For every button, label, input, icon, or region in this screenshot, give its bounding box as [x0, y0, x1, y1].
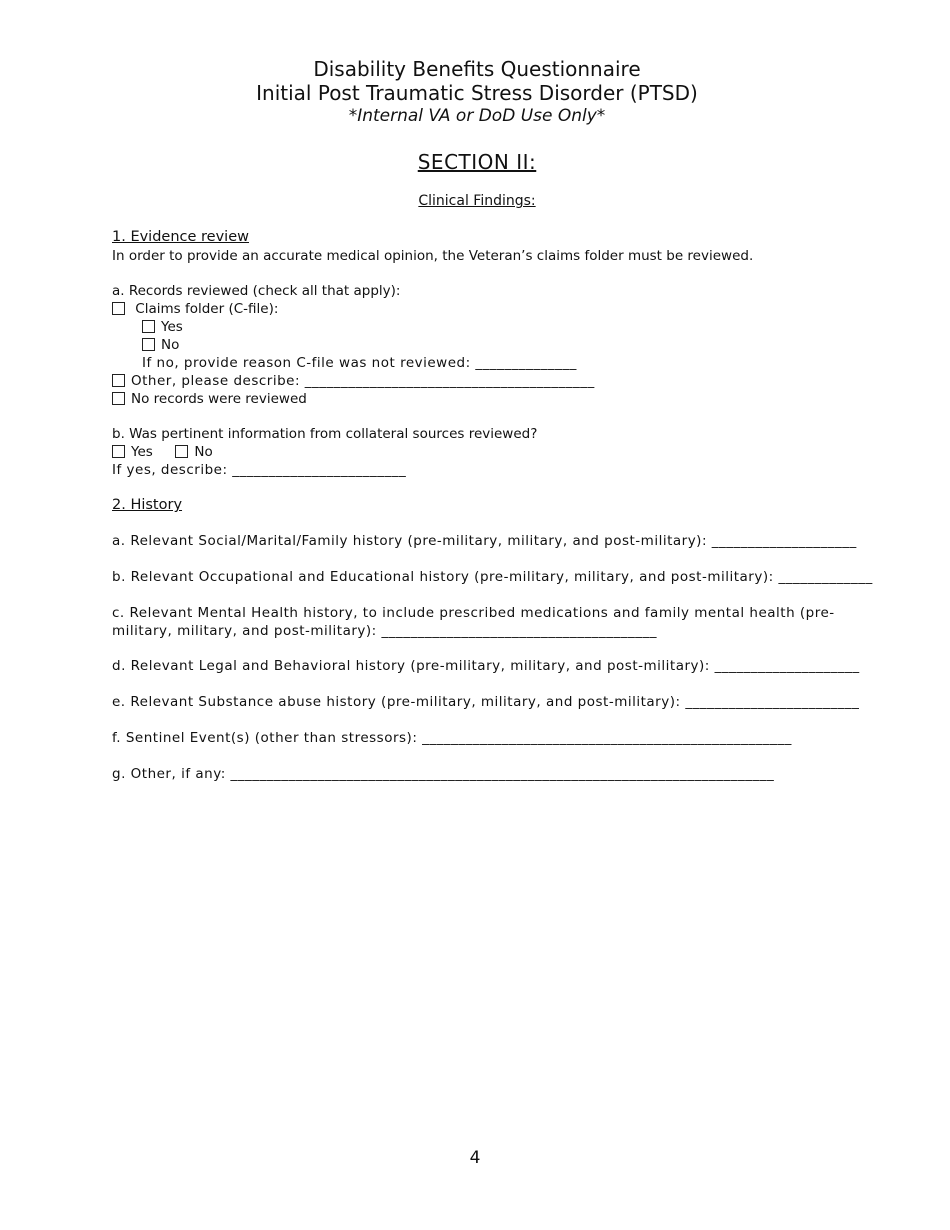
history-other-field[interactable]: g. Other, if any: ___________________________________________________________________________: [112, 766, 775, 782]
form-subtitle: Initial Post Traumatic Stress Disorder (PTSD): [256, 81, 698, 105]
no-records-checkbox[interactable]: [112, 392, 125, 405]
history-social-field[interactable]: a. Relevant Social/Marital/Family history (pre-military, military, and post-military): ____________________: [112, 533, 857, 549]
collateral-yes-checkbox[interactable]: [112, 445, 125, 458]
claims-folder-checkbox[interactable]: [112, 302, 125, 315]
history-substance-field[interactable]: e. Relevant Substance abuse history (pre-military, military, and post-military): ________________________: [112, 694, 860, 710]
collateral-no-checkbox[interactable]: [175, 445, 188, 458]
history-legal-field[interactable]: d. Relevant Legal and Behavioral history (pre-military, military, and post-military): ____________________: [112, 658, 860, 674]
claims-no-checkbox[interactable]: [142, 338, 155, 351]
clinical-findings-heading: Clinical Findings:: [418, 193, 536, 209]
other-checkbox[interactable]: [112, 374, 125, 387]
evidence-review-heading: 1. Evidence review: [112, 229, 249, 245]
claims-yes-checkbox[interactable]: [142, 320, 155, 333]
claims-yes-option: Yes: [142, 318, 183, 336]
collateral-describe-field[interactable]: If yes, describe: ________________________: [112, 462, 407, 478]
no-records-option: No records were reviewed: [112, 390, 307, 408]
no-reason-field[interactable]: If no, provide reason C-file was not reviewed: ______________: [142, 355, 577, 371]
section-heading: SECTION II:: [417, 150, 537, 174]
history-heading: 2. History: [112, 497, 183, 513]
history-occupational-field[interactable]: b. Relevant Occupational and Educational history (pre-military, military, and post-military): _____________: [112, 569, 873, 585]
internal-use-notice: *Internal VA or DoD Use Only*: [348, 106, 606, 126]
records-reviewed-label: a. Records reviewed (check all that apply):: [112, 283, 401, 299]
claims-folder-option: Claims folder (C-file):: [112, 300, 278, 318]
page-number: 4: [469, 1148, 481, 1168]
history-mental-health-field[interactable]: c. Relevant Mental Health history, to include prescribed medications and family mental health (pre-military, military, and post-military): ______________________________________: [112, 605, 835, 639]
evidence-intro: In order to provide an accurate medical opinion, the Veteran’s claims folder must be reviewed.: [112, 248, 754, 264]
collateral-sources-label: b. Was pertinent information from collateral sources reviewed?: [112, 426, 538, 442]
form-title: Disability Benefits Questionnaire: [313, 57, 641, 81]
other-option: Other, please describe: ________________________________________: [112, 372, 595, 390]
history-sentinel-field[interactable]: f. Sentinel Event(s) (other than stressors): ___________________________________________________: [112, 730, 792, 746]
claims-no-option: No: [142, 336, 179, 354]
collateral-options: Yes No: [112, 443, 213, 461]
